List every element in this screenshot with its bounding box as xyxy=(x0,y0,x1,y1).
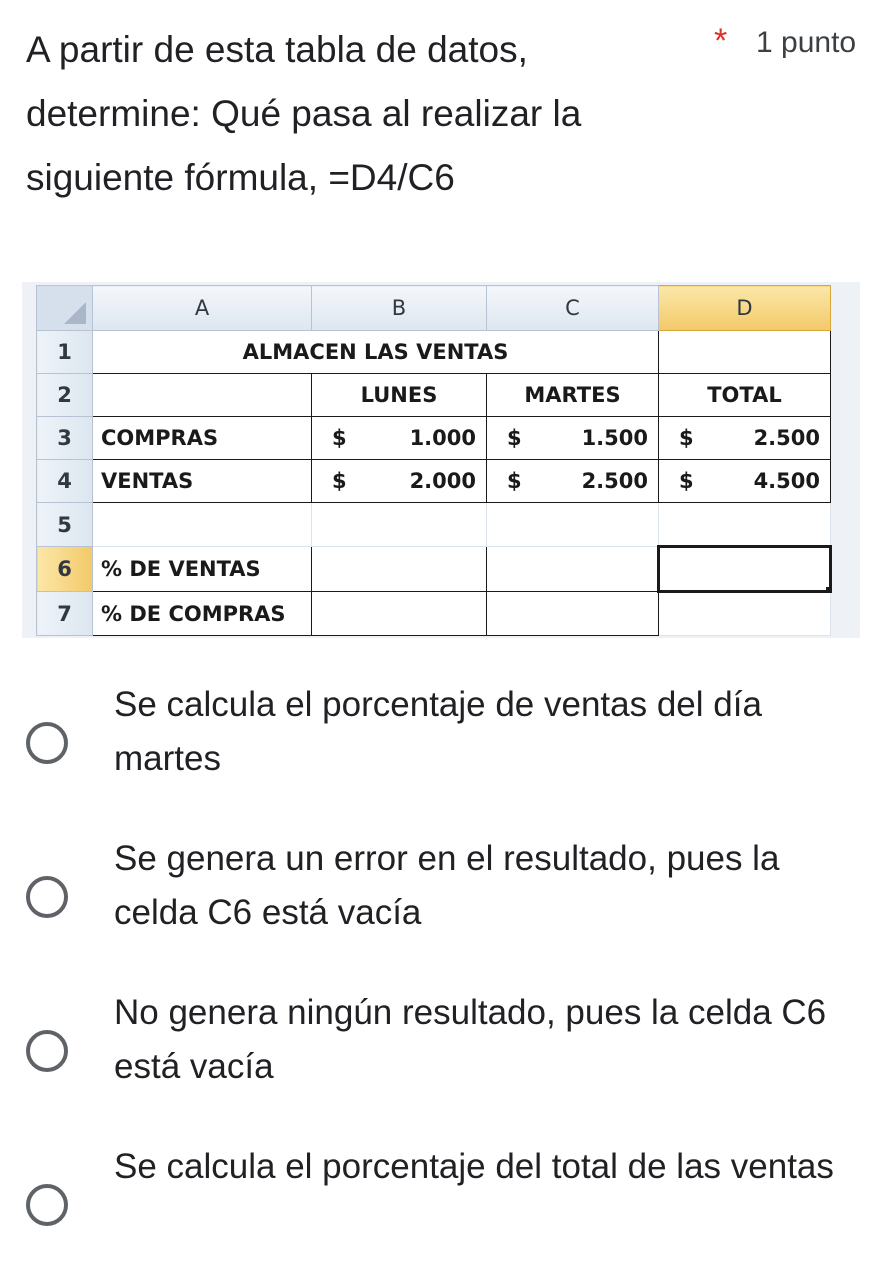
amount-value: 2.000 xyxy=(409,469,476,493)
amount-value: 2.500 xyxy=(753,426,820,450)
cell-d7 xyxy=(659,592,831,636)
spreadsheet-image xyxy=(22,282,860,638)
header-lunes: LUNES xyxy=(312,374,487,417)
header-total: TOTAL xyxy=(659,374,831,417)
option-label[interactable]: Se calcula el porcentaje de ventas del día martes xyxy=(114,685,762,778)
row-header-1: 1 xyxy=(37,331,93,374)
cell-b4 xyxy=(312,460,487,503)
label-pct-ventas: % DE VENTAS xyxy=(93,547,312,592)
currency-symbol: $ xyxy=(507,426,522,450)
cell-c6 xyxy=(487,547,659,592)
cell-c3 xyxy=(487,417,659,460)
currency-symbol: $ xyxy=(679,469,694,493)
cell-c4 xyxy=(487,460,659,503)
cell-d4 xyxy=(659,460,831,503)
column-header-c: C xyxy=(487,286,659,331)
label-compras: COMPRAS xyxy=(93,417,312,460)
currency-symbol: $ xyxy=(332,469,347,493)
select-all-corner xyxy=(37,286,93,331)
option-label[interactable]: No genera ningún resultado, pues la celda C6 está vacía xyxy=(114,993,827,1086)
cell-b6 xyxy=(312,547,487,592)
amount-value: 2.500 xyxy=(581,469,648,493)
row-header-5: 5 xyxy=(37,503,93,547)
amount-value: 1.000 xyxy=(409,426,476,450)
spreadsheet-table xyxy=(36,285,832,636)
amount-value: 4.500 xyxy=(753,469,820,493)
column-header-a: A xyxy=(93,286,312,331)
row-header-4: 4 xyxy=(37,460,93,503)
row-header-2: 2 xyxy=(37,374,93,417)
label-pct-compras: % DE COMPRAS xyxy=(93,592,312,636)
fill-handle xyxy=(826,587,831,592)
title-cell: ALMACEN LAS VENTAS xyxy=(93,331,659,374)
cell-d3 xyxy=(659,417,831,460)
cell-a5 xyxy=(93,503,312,547)
radio-button[interactable] xyxy=(26,876,68,918)
label-ventas: VENTAS xyxy=(93,460,312,503)
cell-c5 xyxy=(487,503,659,547)
currency-symbol: $ xyxy=(679,426,694,450)
active-cell-d6 xyxy=(659,547,831,592)
amount-value: 1.500 xyxy=(581,426,648,450)
points-label: 1 punto xyxy=(756,26,857,59)
header-martes: MARTES xyxy=(487,374,659,417)
row-header-3: 3 xyxy=(37,417,93,460)
column-header-b: B xyxy=(312,286,487,331)
option-label[interactable]: Se calcula el porcentaje del total de las ventas xyxy=(114,1147,834,1186)
column-header-d: D xyxy=(659,286,831,331)
cell-a2 xyxy=(93,374,312,417)
required-asterisk: * xyxy=(714,22,728,60)
currency-symbol: $ xyxy=(332,426,347,450)
cell-b7 xyxy=(312,592,487,636)
radio-button[interactable] xyxy=(26,722,68,764)
cell-c7 xyxy=(487,592,659,636)
cell-b5 xyxy=(312,503,487,547)
radio-button[interactable] xyxy=(26,1184,68,1226)
row-header-6: 6 xyxy=(37,547,93,592)
row-header-7: 7 xyxy=(37,592,93,636)
currency-symbol: $ xyxy=(507,469,522,493)
cell-d5 xyxy=(659,503,831,547)
question-title: A partir de esta tabla de datos, determine: Qué pasa al realizar la siguiente fórmula, =D4/C6 xyxy=(26,29,582,198)
radio-button[interactable] xyxy=(26,1030,68,1072)
cell-d1 xyxy=(659,331,831,374)
option-label[interactable]: Se genera un error en el resultado, pues la celda C6 está vacía xyxy=(114,839,780,932)
cell-b3 xyxy=(312,417,487,460)
